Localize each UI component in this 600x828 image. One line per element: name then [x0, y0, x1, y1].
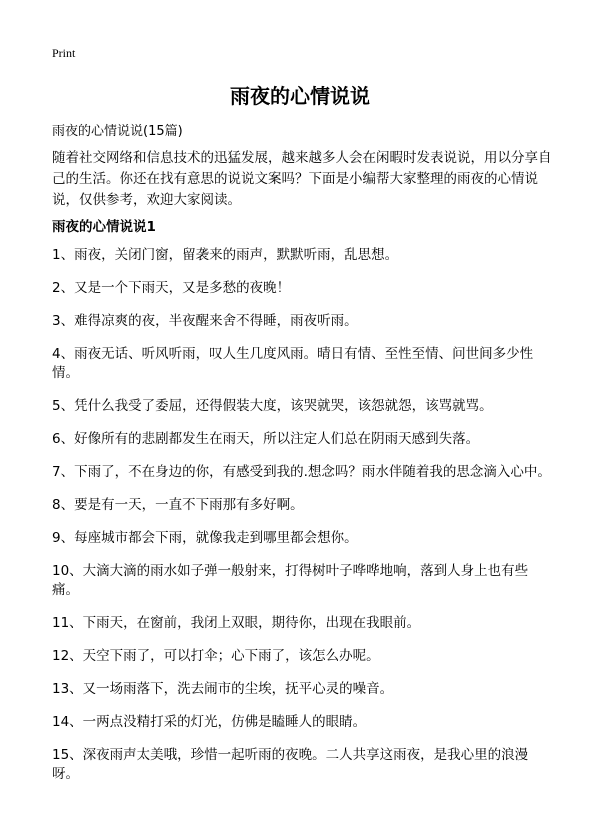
list-item: 12、天空下雨了，可以打伞；心下雨了，该怎么办呢。 [52, 648, 380, 664]
list-item: 14、一两点没精打采的灯光，仿佛是瞌睡人的眼睛。 [52, 714, 367, 730]
list-item: 4、雨夜无话、听风听雨，叹人生几度风雨。晴日有情、至性至情、问世间多少性情。 [52, 346, 534, 381]
list-item: 1、雨夜，关闭门窗，留袭来的雨声，默默听雨，乱思想。 [52, 247, 399, 263]
list-item: 15、深夜雨声太美哦，珍惜一起听雨的夜晚。二人共享这雨夜，是我心里的浪漫呀。 [52, 747, 529, 782]
list-item: 8、要是有一天，一直不下雨那有多好啊。 [52, 497, 304, 513]
document-subtitle: 雨夜的心情说说(15篇) [52, 124, 183, 139]
list-item: 5、凭什么我受了委屈，还得假装大度，该哭就哭，该怨就怨，该骂就骂。 [52, 398, 493, 414]
list-item: 10、大滴大滴的雨水如子弹一般射来，打得树叶子哗哗地响，落到人身上也有些痛。 [52, 563, 529, 598]
page-title: 雨夜的心情说说 [230, 84, 370, 108]
quote-list [52, 246, 552, 798]
list-item: 13、又一场雨落下，洗去闹市的尘埃，抚平心灵的噪音。 [52, 681, 394, 697]
list-item: 2、又是一个下雨天，又是多愁的夜晚！ [52, 280, 291, 296]
list-item: 7、下雨了，不在身边的你，有感受到我的.想念吗？雨水伴随着我的思念滴入心中。 [52, 464, 551, 480]
intro-paragraph: 随着社交网络和信息技术的迅猛发展，越来越多人会在闲暇时发表说说，用以分享自己的生活。你还在找有意思的说说文案吗？下面是小编帮大家整理的雨夜的心情说说，仅供参考，欢迎大家阅读。 [52, 150, 552, 208]
list-item: 6、好像所有的悲剧都发生在雨天，所以注定人们总在阴雨天感到失落。 [52, 431, 480, 447]
list-item: 3、难得凉爽的夜，半夜醒来舍不得睡，雨夜听雨。 [52, 313, 358, 329]
print-link[interactable]: Print [52, 46, 76, 60]
list-item: 11、下雨天，在窗前，我闭上双眼，期待你，出现在我眼前。 [52, 615, 421, 631]
list-item: 9、每座城市都会下雨，就像我走到哪里都会想你。 [52, 530, 358, 546]
section-heading: 雨夜的心情说说1 [52, 219, 156, 235]
